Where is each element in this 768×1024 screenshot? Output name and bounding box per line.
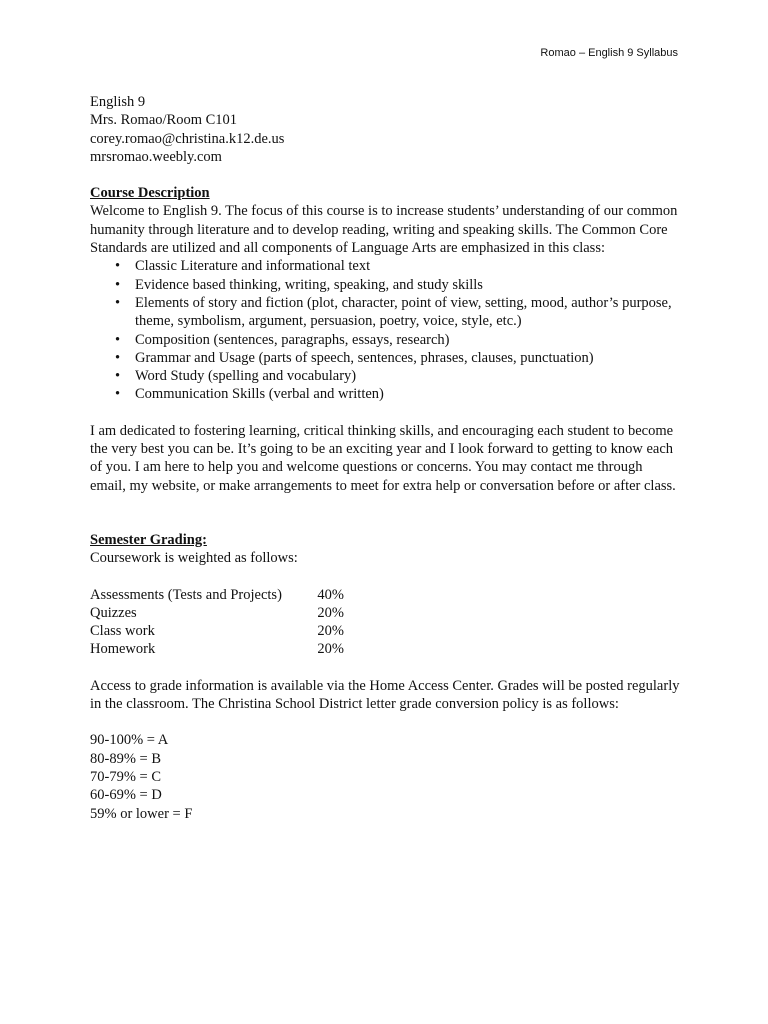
- running-header: Romao – English 9 Syllabus: [540, 47, 678, 59]
- topic-item: • Composition (sentences, paragraphs, essays, research): [115, 331, 450, 348]
- bullet-icon: •: [115, 331, 121, 348]
- bullet-icon: •: [115, 276, 121, 293]
- syllabus-page: [90, 93, 680, 823]
- table-row: [90, 622, 344, 640]
- bullet-icon: •: [115, 368, 121, 385]
- topic-item: • Grammar and Usage (parts of speech, sentences, phrases, clauses, punctuation): [115, 349, 594, 366]
- grade-scale-item: 59% or lower = F: [90, 805, 193, 822]
- topic-item: • Evidence based thinking, writing, speaking, and study skills: [115, 276, 483, 293]
- grading-intro: Coursework is weighted as follows:: [90, 550, 298, 567]
- bullet-icon: •: [115, 349, 121, 366]
- teacher-website: mrsromao.weebly.com: [90, 148, 222, 165]
- bullet-icon: •: [115, 386, 121, 403]
- grade-weights-table: [90, 586, 344, 659]
- topic-item: • Word Study (spelling and vocabulary): [115, 368, 357, 385]
- grade-scale-item: 90-100% = A: [90, 732, 169, 749]
- grading-heading: Semester Grading:: [90, 531, 207, 548]
- topic-item: • Classic Literature and informational text: [115, 258, 371, 275]
- grade-scale-item: 60-69% = D: [90, 787, 162, 804]
- weight-category: Class work: [90, 623, 155, 640]
- grade-scale-item: 80-89% = B: [90, 750, 162, 767]
- weight-percent: 20%: [317, 623, 344, 640]
- course-name: English 9: [90, 94, 146, 110]
- course-description-closing: I am dedicated to fostering learning, critical thinking skills, and encouraging each student to become the very best you can be. It’s going to be an exciting year and I look forward to getting to know each of you. I am here to help you and welcome questions or concerns. You may contact me through email, my website, or make arrangements to meet for extra help or conversation before or after class.: [90, 422, 676, 494]
- weight-category: Quizzes: [90, 604, 137, 621]
- grading-section: [90, 531, 680, 823]
- weight-percent: 20%: [317, 604, 344, 621]
- topic-item: • Communication Skills (verbal and written): [115, 386, 384, 403]
- grade-scale: [90, 731, 680, 822]
- topics-list: [90, 257, 680, 403]
- bullet-icon: •: [115, 258, 121, 275]
- teacher-email: corey.romao@christina.k12.de.us: [90, 130, 285, 147]
- teacher-room: Mrs. Romao/Room C101: [90, 112, 238, 129]
- weight-category: Homework: [90, 641, 156, 658]
- weight-category: Assessments (Tests and Projects): [90, 586, 282, 603]
- topic-item: • Elements of story and fiction (plot, character, point of view, setting, mood, author’s purpose, theme, symbolism, argument, persuasion, poetry, voice, style, etc.): [115, 294, 672, 330]
- course-description-section: [90, 184, 680, 495]
- course-description-heading: Course Description: [90, 185, 210, 202]
- bullet-icon: •: [115, 294, 121, 311]
- table-row: [90, 640, 344, 658]
- table-row: [90, 586, 344, 604]
- weight-percent: 20%: [317, 641, 344, 658]
- contact-block: [90, 93, 680, 166]
- weight-percent: 40%: [317, 586, 344, 603]
- grade-access-note: Access to grade information is available via the Home Access Center. Grades will be posted regularly in the classroom. The Christina School District letter grade conversion policy is as follows:: [90, 677, 680, 713]
- grade-scale-item: 70-79% = C: [90, 768, 162, 785]
- course-description-intro: Welcome to English 9. The focus of this course is to increase students’ understanding of our common humanity through literature and to develop reading, writing and speaking skills. The Common Core Standards are utilized and all components of Language Arts are emphasized in this class:: [90, 203, 678, 257]
- table-row: [90, 604, 344, 622]
